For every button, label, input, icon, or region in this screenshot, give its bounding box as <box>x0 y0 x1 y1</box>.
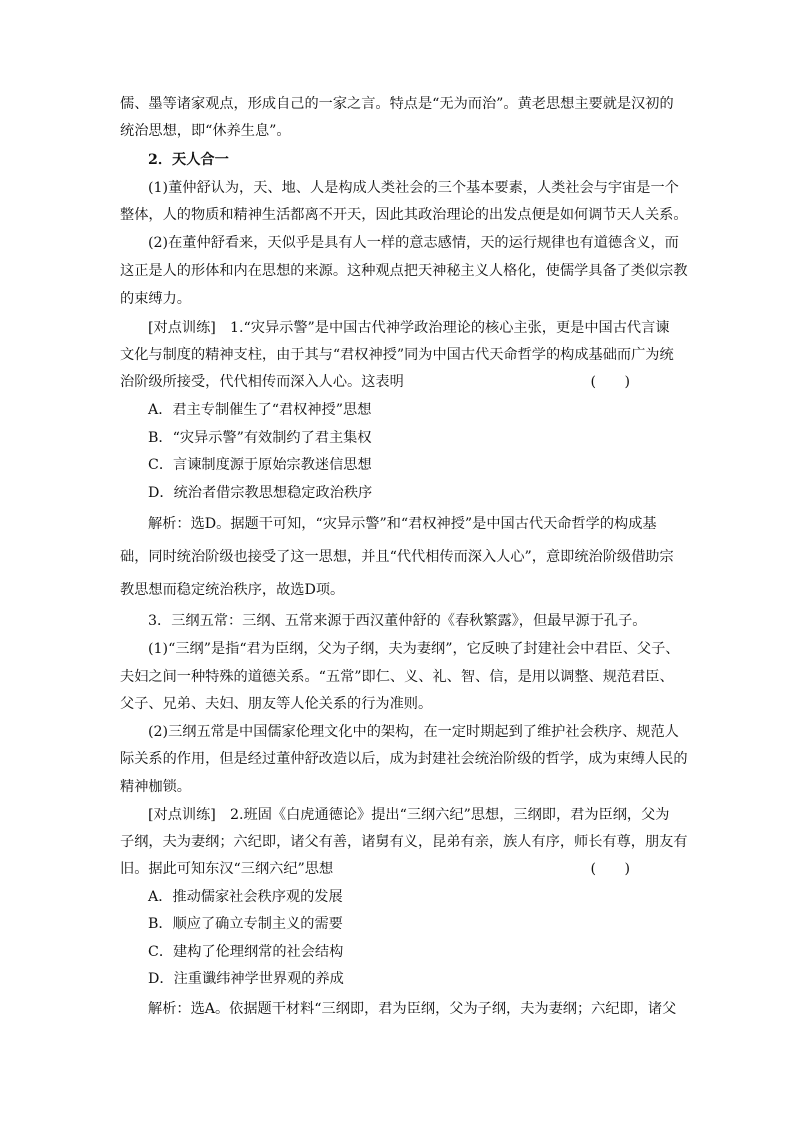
option-b: B．顺应了确立专制主义的需要 <box>148 916 343 932</box>
answer-bracket: ( ) <box>590 861 630 877</box>
text-line: 精神枷锁。 <box>120 779 191 795</box>
option-d: D．注重谶纬神学世界观的养成 <box>148 971 344 987</box>
text-line: (1)“三纲”是指“君为臣纲，父为子纲，夫为妻纲”，它反映了封建社会中君臣、父子、 <box>148 641 680 657</box>
section-heading: 3．三纲五常：三纲、五常来源于西汉董仲舒的《春秋繁露》，但最早源于孔子。 <box>148 613 647 629</box>
analysis-1: 解析：选D。据题干可知，“灾异示警”和“君权神授”是中国古代天命哲学的构成基 <box>148 516 657 532</box>
analysis-2: 解析：选A。依据题干材料“三纲即，君为臣纲，父为子纲，夫为妻纲；六纪即，诸父 <box>148 1001 677 1017</box>
text-line: 统治思想，即“休养生息”。 <box>120 123 291 139</box>
option-d: D．统治者借宗教思想稳定政治秩序 <box>148 485 373 501</box>
text-line: 整体，人的物质和精神生活都离不开天，因此其政治理论的出发点便是如何调节天人关系。 <box>120 207 688 223</box>
text-line: 儒、墨等诸家观点，形成自己的一家之言。特点是“无为而治”。黄老思想主要就是汉初的 <box>120 96 674 112</box>
analysis-1: 础，同时统治阶级也接受了这一思想，并且“代代相传而深入人心”，意即统治阶级借助宗 <box>120 549 674 565</box>
text-line: (2)在董仲舒看来，天似乎是具有人一样的意志感情，天的运行规律也有道德含义，而 <box>148 235 679 251</box>
exercise-2-stem: 子纲，夫为妻纲；六纪即，诸父有善，诸舅有义，昆弟有亲，族人有序，师长有尊，朋友有 <box>120 834 688 850</box>
exercise-1-stem: 文化与制度的精神支柱，由于其与“君权神授”同为中国古代天命哲学的构成基础而广为统 <box>120 347 674 363</box>
text-line: (1)董仲舒认为，天、地、人是构成人类社会的三个基本要素，人类社会与宇宙是一个 <box>148 180 679 196</box>
option-a: A．君主专制催生了“君权神授”思想 <box>148 402 372 418</box>
text-line: (2)三纲五常是中国儒家伦理文化中的架构，在一定时期起到了维护社会秩序、规范人 <box>148 724 679 740</box>
option-b: B．“灾异示警”有效制约了君主集权 <box>148 430 372 446</box>
text-line: 这正是人的形体和内在思想的来源。这种观点把天神秘主义人格化，使儒学具备了类似宗教 <box>120 263 688 279</box>
exercise-1-stem: [对点训练] 1.“灾异示警”是中国古代神学政治理论的核心主张，更是中国古代言谏 <box>148 320 670 336</box>
option-c: C．建构了伦理纲常的社会结构 <box>148 944 344 960</box>
option-a: A．推动儒家社会秩序观的发展 <box>148 889 343 905</box>
text-line: 父子、兄弟、夫妇、朋友等人伦关系的行为准则。 <box>120 696 433 712</box>
section-heading: 2．天人合一 <box>148 152 229 168</box>
exercise-2-stem: [对点训练] 2.班固《白虎通德论》提出“三纲六纪”思想，三纲即，君为臣纲，父为 <box>148 807 670 823</box>
analysis-1: 教思想而稳定统治秩序，故选D项。 <box>120 582 345 598</box>
text-line: 夫妇之间一种特殊的道德关系。“五常”即仁、义、礼、智、信，是用以调整、规范君臣、 <box>120 669 674 685</box>
answer-bracket: ( ) <box>590 374 630 390</box>
exercise-2-stem: 旧。据此可知东汉“三纲六纪”思想 <box>120 861 334 877</box>
text-line: 际关系的作用，但是经过董仲舒改造以后，成为封建社会统治阶级的哲学，成为束缚人民的 <box>120 751 688 767</box>
option-c: C．言谏制度源于原始宗教迷信思想 <box>148 457 372 473</box>
text-line: 的束缚力。 <box>120 291 191 307</box>
exercise-1-stem: 治阶级所接受，代代相传而深入人心。这表明 <box>120 374 404 390</box>
